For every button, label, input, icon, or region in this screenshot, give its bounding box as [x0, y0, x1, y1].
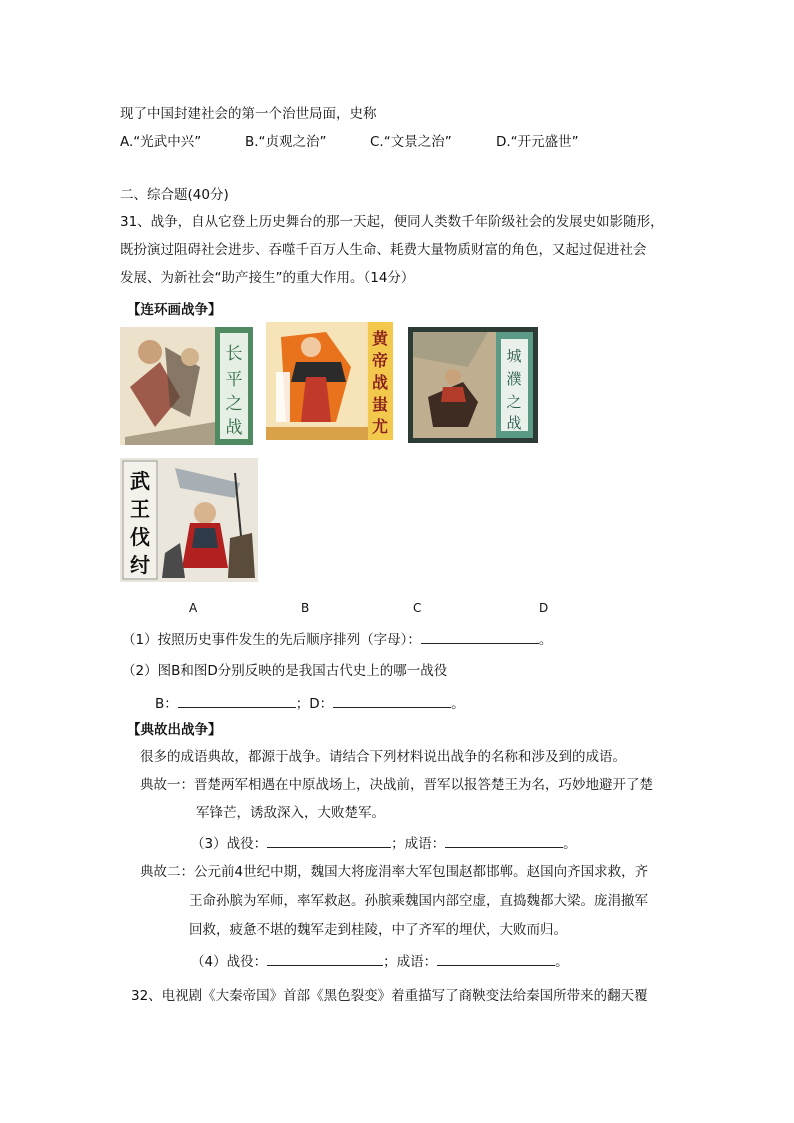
- svg-text:城: 城: [506, 347, 522, 365]
- caption-c: C: [413, 601, 422, 615]
- q3-label: （3）战役：: [191, 836, 268, 852]
- svg-text:武: 武: [130, 469, 150, 493]
- section-title: 二、综合题(40分): [120, 187, 229, 203]
- image-a-title-3: 之: [225, 394, 243, 414]
- comic-image-d: [120, 458, 258, 582]
- svg-text:王: 王: [130, 497, 150, 521]
- svg-text:蚩: 蚩: [371, 395, 389, 414]
- option-c: C.“文景之治”: [370, 134, 452, 150]
- story1-line-2: 军锋芒，诱敌深入，大败楚军。: [196, 805, 385, 821]
- q4-end: 。: [555, 954, 569, 970]
- q2-answer-line: [155, 693, 465, 714]
- q4-sep: ；成语：: [383, 954, 438, 970]
- q2-d-blank[interactable]: [333, 693, 451, 708]
- q3-line: [191, 833, 577, 854]
- image-a-title-2: 平: [225, 370, 243, 390]
- q2-b-label: B：: [155, 696, 178, 712]
- idiom-intro: 很多的成语典故，都源于战争。请结合下列材料说出战争的名称和涉及到的成语。: [140, 749, 626, 765]
- q2-b-blank[interactable]: [178, 693, 296, 708]
- q2-line: （2）图B和图D分别反映的是我国古代史上的哪一战役: [122, 663, 448, 679]
- q3-sep: ；成语：: [391, 836, 446, 852]
- image-a-title-1: 长: [225, 344, 243, 364]
- q1-end: 。: [538, 632, 553, 648]
- svg-text:之: 之: [506, 393, 522, 411]
- q31-line-3: 发展、为新社会“助产接生”的重大作用。（14分）: [120, 270, 415, 286]
- idiom-heading: 【典故出战争】: [127, 722, 222, 738]
- q3-battle-blank[interactable]: [267, 833, 391, 848]
- comic-heading: 【连环画战争】: [127, 302, 222, 318]
- q4-idiom-blank[interactable]: [437, 951, 555, 966]
- story2-line-3: 回救，疲惫不堪的魏军走到桂陵，中了齐军的埋伏，大败而归。: [189, 922, 567, 938]
- svg-text:伐: 伐: [130, 525, 150, 549]
- caption-b: B: [301, 601, 310, 615]
- comic-image-b: [266, 322, 393, 440]
- comic-image-c: [408, 327, 538, 443]
- q4-label: （4）战役：: [191, 954, 268, 970]
- q4-line: [191, 951, 569, 972]
- q1-text: （1）按照历史事件发生的先后顺序排列（字母）：: [122, 632, 421, 648]
- svg-text:濮: 濮: [506, 370, 522, 388]
- q1-answer-blank[interactable]: [421, 629, 539, 644]
- svg-text:帝: 帝: [371, 351, 389, 370]
- option-d: D.“开元盛世”: [496, 134, 579, 150]
- svg-text:战: 战: [371, 373, 389, 392]
- caption-d: D: [539, 601, 549, 615]
- intro-line: 现了中国封建社会的第一个治世局面，史称: [120, 106, 377, 122]
- q3-end: 。: [563, 836, 577, 852]
- option-a: A.“光武中兴”: [120, 134, 202, 150]
- comic-image-a: [120, 327, 253, 445]
- q2-sep: ；D：: [295, 696, 334, 712]
- q2-end: 。: [451, 696, 465, 712]
- story1-line-1: 典故一：晋楚两军相遇在中原战场上，决战前，晋军以报答楚王为名，巧妙地避开了楚: [140, 777, 653, 793]
- option-b: B.“贞观之治”: [245, 134, 327, 150]
- q31-line-1: 31、战争，自从它登上历史舞台的那一天起，便同人类数千年阶级社会的发展史如影随形，: [120, 214, 664, 230]
- svg-text:尤: 尤: [371, 417, 389, 436]
- q3-idiom-blank[interactable]: [445, 833, 563, 848]
- image-a-title-4: 战: [225, 418, 243, 438]
- story2-line-1: 典故二：公元前4世纪中期，魏国大将庞涓率大军包围赵都邯郸。赵国向齐国求救，齐: [140, 864, 649, 880]
- caption-a: A: [189, 601, 198, 615]
- story2-line-2: 王命孙膑为军师，率军救赵。孙膑乘魏国内部空虚，直捣魏都大梁。庞涓撤军: [189, 893, 648, 909]
- q4-battle-blank[interactable]: [267, 951, 383, 966]
- q1-line: [122, 629, 552, 650]
- svg-text:战: 战: [506, 414, 522, 432]
- svg-text:黄: 黄: [371, 329, 389, 348]
- svg-text:纣: 纣: [130, 553, 150, 577]
- q31-line-2: 既扮演过阻碍社会进步、吞噬千百万人生命、耗费大量物质财富的角色，又起过促进社会: [120, 242, 647, 258]
- q32-line: 32、电视剧《大秦帝国》首部《黑色裂变》着重描写了商鞅变法给秦国所带来的翻天覆: [131, 988, 648, 1004]
